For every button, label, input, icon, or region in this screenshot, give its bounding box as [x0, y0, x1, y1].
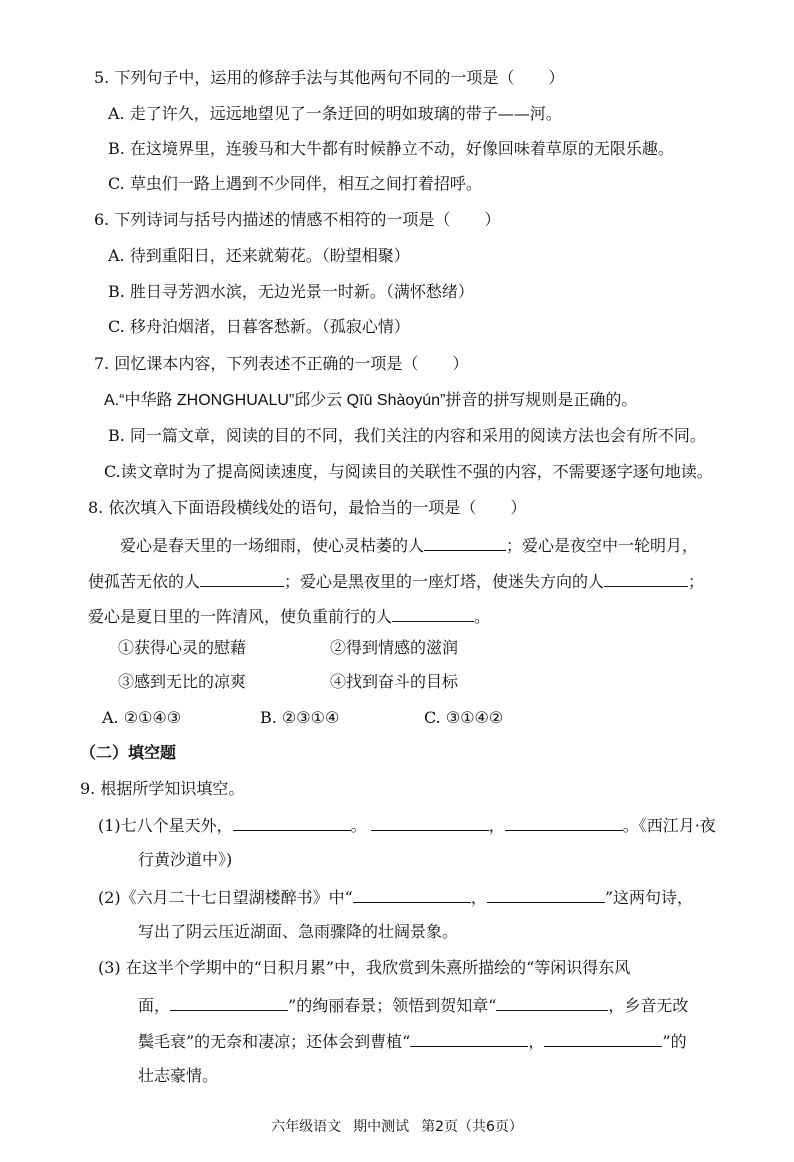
- question-8-stem: 8. 依次填入下面语段横线处的语句，最恰当的一项是（ ）: [88, 498, 527, 517]
- page-footer: [0, 1117, 794, 1137]
- question-8-option-a: A. ②①④③: [102, 708, 182, 727]
- question-8-phrase-4: ④找到奋斗的目标: [330, 672, 459, 691]
- question-9-sub-2-cont: 写出了阴云压近湖面、急雨骤降的壮阔景象。: [138, 922, 459, 941]
- footer-grade: 六年级语文: [271, 1119, 342, 1135]
- question-7-option-c: C.读文章时为了提高阅读速度，与阅读目的关联性不强的内容，不需要逐字逐句地读。: [104, 462, 713, 481]
- question-5-option-b: B. 在这境界里，连骏马和大牛都有时候静立不动，好像回味着草原的无限乐趣。: [108, 139, 674, 158]
- question-7-stem: 7. 回忆课本内容，下列表述不正确的一项是（ ）: [94, 354, 469, 373]
- answer-blank[interactable]: [170, 992, 288, 1011]
- answer-blank[interactable]: [487, 884, 605, 903]
- question-8-option-b: B. ②③①④: [260, 708, 340, 727]
- question-6-option-b: B. 胜日寻芳泗水滨，无边光景一时新。（满怀愁绪）: [108, 282, 474, 301]
- question-8-option-c: C. ③①④②: [424, 708, 504, 727]
- answer-blank[interactable]: [233, 812, 351, 831]
- question-8-paragraph-line-1: 爱心是春天里的一场细雨，使心灵枯萎的人 ；爱心是夜空中一轮明月，: [120, 532, 698, 558]
- question-6-option-a: A. 待到重阳日，还来就菊花。（盼望相聚）: [108, 246, 410, 265]
- answer-blank[interactable]: [200, 568, 284, 587]
- question-8-paragraph-line-2: 使孤苦无依的人 ；爱心是黑夜里的一座灯塔，使迷失方向的人 ；: [88, 568, 704, 594]
- question-5-option-c: C. 草虫们一路上遇到不少同伴，相互之间打着招呼。: [108, 174, 482, 193]
- answer-blank[interactable]: [410, 1028, 528, 1047]
- question-6-option-c: C. 移舟泊烟渚，日暮客愁新。（孤寂心情）: [108, 317, 410, 336]
- answer-blank[interactable]: [353, 884, 471, 903]
- answer-blank[interactable]: [371, 812, 489, 831]
- question-9-sub-3-line-4: 壮志豪情。: [138, 1066, 219, 1085]
- question-9-sub-1-cont: 行黄沙道中》): [138, 850, 233, 869]
- question-8-paragraph-line-3: 爱心是夏日里的一阵清风，使负重前行的人 。: [88, 603, 490, 629]
- question-8-phrase-3: ③感到无比的凉爽: [118, 672, 247, 691]
- question-9-sub-3-line-3: 鬓毛衰”的无奈和凄凉；还体会到曹植“ ， ”的: [138, 1028, 687, 1054]
- question-9-sub-3-line-2: 面， ”的绚丽春景；领悟到贺知章“ ，乡音无改: [138, 992, 688, 1018]
- question-5-stem: 5. 下列句子中，运用的修辞手法与其他两句不同的一项是（ ）: [94, 68, 565, 87]
- question-5-option-a: A. 走了许久，远远地望见了一条迂回的明如玻璃的带子——河。: [108, 104, 562, 123]
- question-7-option-b: B. 同一篇文章，阅读的目的不同，我们关注的内容和采用的阅读方法也会有所不同。: [108, 426, 706, 445]
- question-6-stem: 6. 下列诗词与括号内描述的情感不相符的一项是（ ）: [94, 210, 501, 229]
- answer-blank[interactable]: [544, 1028, 662, 1047]
- question-9-sub-3: (3) 在这半个学期中的“日积月累”中，我欣赏到朱熹所描绘的“等闲识得东风: [98, 958, 631, 977]
- footer-exam: 期中测试: [353, 1119, 410, 1135]
- question-8-phrase-1: ①获得心灵的慰藉: [118, 638, 247, 657]
- answer-blank[interactable]: [424, 532, 506, 551]
- question-9-stem: 9. 根据所学知识填空。: [80, 779, 245, 798]
- footer-page-number: 第2页（共6页）: [421, 1119, 523, 1135]
- question-7-option-a: A.“中华路 ZHONGHUALU”邱少云 Qīū Shàoyún”拼音的拼写规则是正确的。: [104, 392, 638, 409]
- answer-blank[interactable]: [505, 812, 623, 831]
- question-8-phrase-2: ②得到情感的滋润: [330, 638, 459, 657]
- question-9-sub-1: (1)七八个星天外， 。 ， 。《西江月·夜: [98, 812, 716, 838]
- answer-blank[interactable]: [496, 992, 608, 1011]
- question-9-sub-2: (2)《六月二十七日望湖楼醉书》中“ ， ”这两句诗，: [98, 884, 693, 910]
- answer-blank[interactable]: [392, 603, 474, 622]
- answer-blank[interactable]: [604, 568, 688, 587]
- section-heading: （二）填空题: [80, 743, 177, 762]
